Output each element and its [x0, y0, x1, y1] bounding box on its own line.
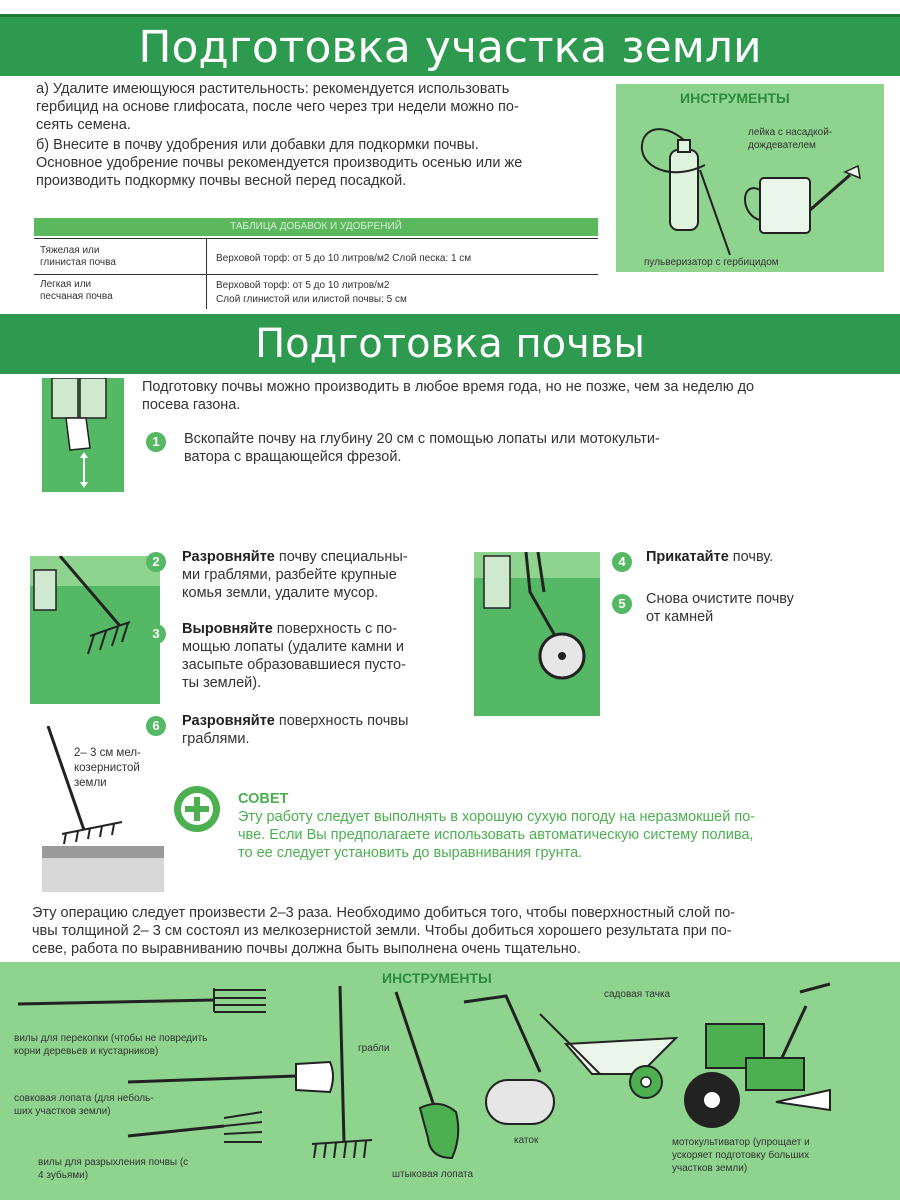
section-title-soil-preparation: Подготовка почвы: [0, 314, 900, 374]
sprayer-label: пульверизатор с гербицидом: [644, 257, 779, 268]
tools-panel-top: [616, 84, 884, 272]
roller-label: каток: [514, 1135, 539, 1146]
rake-illustration: [30, 556, 160, 704]
step-number-6: 6: [146, 716, 166, 736]
motor-cultivator-label: мотокультиватор (упрощает и ускоряет подготовку больших участков земли): [672, 1137, 810, 1174]
paragraph-b: б) Внесите в почву удобрения или добавки для подкормки почвы. Основное удобрение почвы рекомендуется производить осенью или же производить подкормку почвы весной перед посадкой.: [36, 137, 523, 189]
rake-icon: [30, 556, 160, 704]
scoop-shovel-icon: [128, 1062, 333, 1092]
wheelbarrow-label: садовая тачка: [604, 989, 671, 1000]
step-4-text: Прикатайте почву.: [646, 549, 774, 565]
step-6-text: Разровняйте поверхность почвы граблями.: [182, 713, 409, 747]
table-title: ТАБЛИЦА ДОБАВОК И УДОБРЕНИЙ: [34, 218, 598, 236]
tools-title-bottom: ИНСТРУМЕНТЫ: [382, 970, 492, 986]
step-5-text: Снова очистите почву от камней: [646, 591, 794, 625]
roller-illustration: [474, 552, 600, 716]
section-title-plot-preparation: Подготовка участка земли: [0, 14, 900, 76]
fork-label: вилы для перекопки (чтобы не повредить корни деревьев и кустарников): [14, 1033, 208, 1057]
tools-panel-bottom: [0, 962, 900, 1200]
plus-icon: [174, 786, 220, 832]
shovel-icon: [42, 378, 124, 492]
rake-label: грабли: [358, 1043, 390, 1054]
step-number-5: 5: [612, 594, 632, 614]
roller-icon: [474, 552, 600, 716]
step-1-text: Вскопайте почву на глубину 20 см с помощью лопаты или мотокульти- ватора с вращающейся фрезой.: [184, 431, 660, 465]
soil-layer-label: 2– 3 см мел- козернистой земли: [74, 747, 141, 789]
tip-title: СОВЕТ: [238, 791, 289, 807]
step-number-2: 2: [146, 552, 166, 572]
table-row: [34, 275, 598, 309]
step-2-text: Разровняйте почву специальны- ми граблями, разбейте крупные комья земли, удалите мусор.: [182, 549, 408, 601]
table-cell-soil: Легкая или песчаная почва: [40, 279, 113, 302]
digging-illustration: [42, 378, 124, 492]
scoop-shovel-label: совковая лопата (для неболь- ших участков земли): [14, 1093, 154, 1117]
paragraph-a: а) Удалите имеющуюся растительность: рекомендуется использовать гербицид на основе глифосата, после чего через три недели можно по- сеять семена.: [36, 81, 519, 133]
fertilizer-table: [34, 238, 598, 308]
intro-text: Подготовку почвы можно производить в любое время года, но не позже, чем за неделю до посева газона.: [142, 379, 755, 413]
tools-title: ИНСТРУМЕНТЫ: [680, 90, 790, 106]
table-cell-value: Верховой торф: от 5 до 10 литров/м2 Слой глинистой или илистой почвы: 5 см: [216, 280, 407, 305]
step-3-text: Выровняйте поверхность с по- мощью лопаты (удалите камни и засыпьте образовавшиеся пусто- ты землей).: [182, 621, 406, 691]
step-number-4: 4: [612, 552, 632, 572]
step-number-1: 1: [146, 432, 166, 452]
spade-icon: [396, 992, 458, 1158]
spade-label: штыковая лопата: [392, 1169, 474, 1180]
tip-text: Эту работу следует выполнять в хорошую сухую погоду на неразмокшей по- чве. Если Вы предполагаете использовать автоматическую систему полива, то ее следует установить до выравнивания грунта.: [238, 809, 756, 861]
digging-fork-icon: [18, 988, 266, 1012]
closing-text: Эту операцию следует произвести 2–3 раза. Необходимо добиться того, чтобы поверхностный слой по- чвы толщиной 2– 3 см состоял из мелкозернистой земли. Чтобы добиться хорошего результата при по- севе, работа по выравниванию почвы должна быть выполнена очень тщательно.: [32, 905, 736, 957]
wheelbarrow-icon: [540, 1014, 676, 1098]
watering-can-label: лейка с насадкой- дождевателем: [748, 127, 833, 151]
table-cell-soil: Тяжелая или глинистая почва: [40, 245, 116, 268]
loosening-fork-label: вилы для разрыхления почвы (с 4 зубьями): [38, 1157, 189, 1181]
motor-cultivator-icon: [684, 984, 830, 1128]
table-row: [34, 239, 598, 275]
step-number-3: 3: [146, 624, 166, 644]
table-cell-value: Верховой торф: от 5 до 10 литров/м2 Слой песка: 1 см: [216, 253, 472, 264]
